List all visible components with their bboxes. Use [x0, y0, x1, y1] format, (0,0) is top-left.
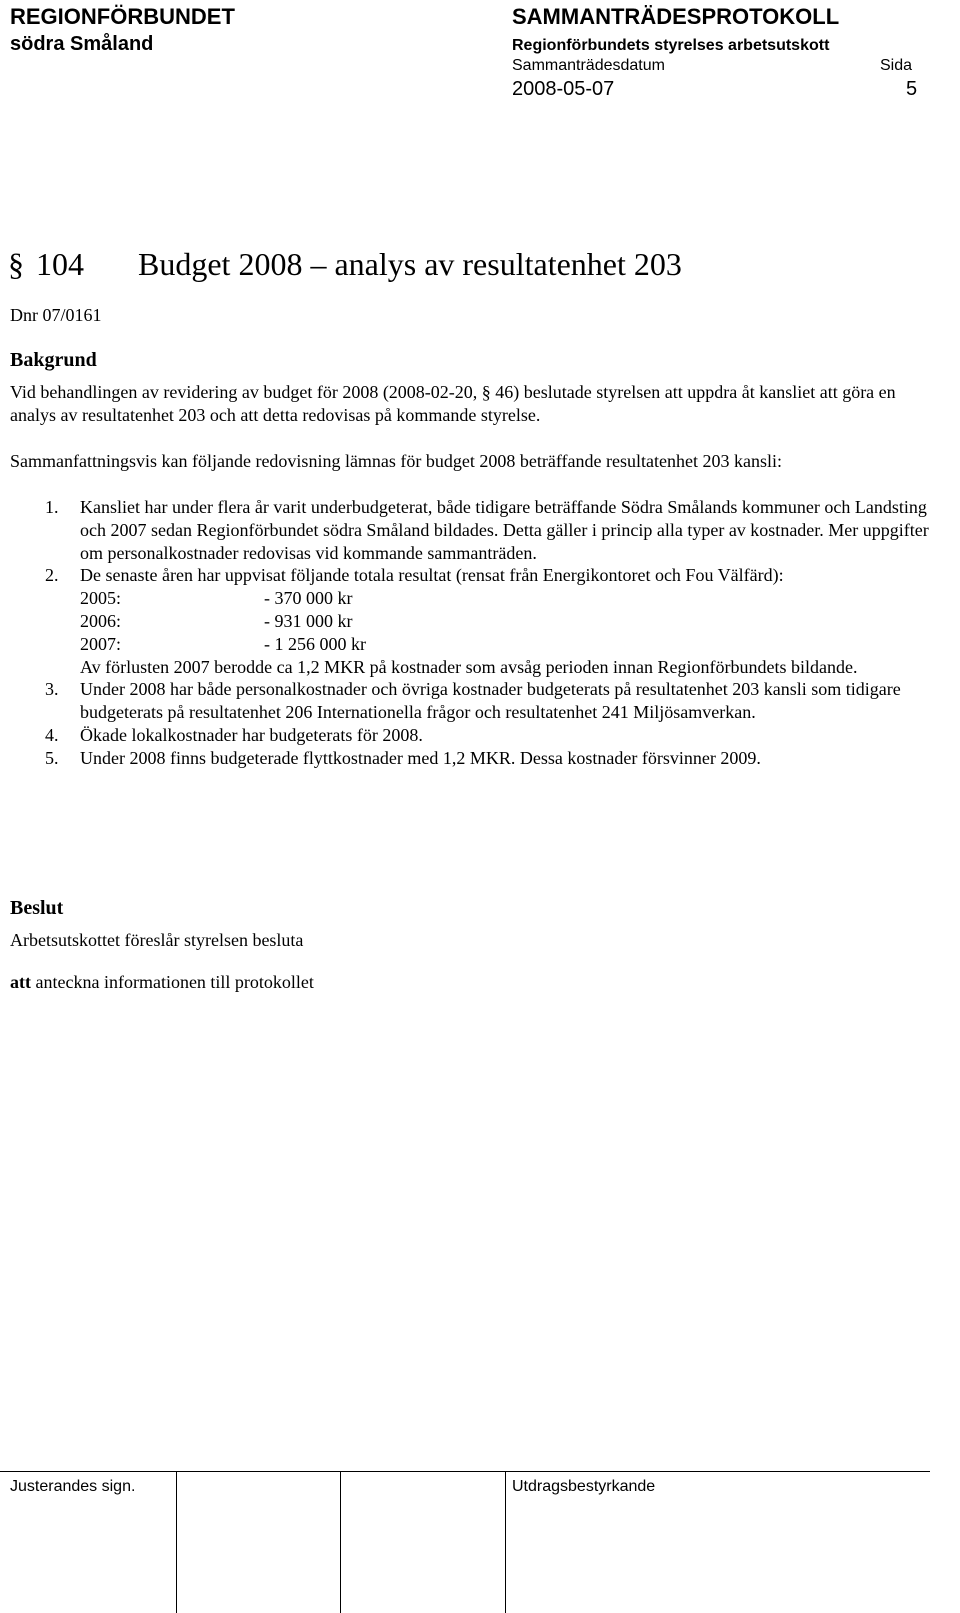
committee-name: Regionförbundets styrelses arbetsutskott — [512, 37, 830, 54]
diary-number: Dnr 07/0161 — [10, 305, 102, 325]
meeting-date: 2008-05-07 — [512, 78, 615, 100]
results-amount: - 931 000 kr — [264, 610, 353, 631]
resolution-text: anteckna informationen till protokollet — [35, 972, 314, 992]
results-year: 2007: — [80, 633, 122, 654]
signature-table-top-border — [0, 1471, 930, 1472]
list-item — [10, 496, 940, 564]
adjusters-signature-label: Justerandes sign. — [10, 1478, 136, 1495]
background-summary: Sammanfattningsvis kan följande redovisning lämnas för budget 2008 beträffande resultatenhet 203 kansli: — [10, 451, 782, 471]
list-item-text: Ökade lokalkostnader har budgeterats för 2008. — [80, 724, 423, 745]
results-row — [80, 610, 940, 633]
page-number: 5 — [906, 78, 918, 100]
list-item — [10, 678, 940, 724]
results-year: 2005: — [80, 588, 122, 609]
analysis-list — [10, 496, 940, 770]
decision-text: Arbetsutskottet föreslår styrelsen besluta — [10, 930, 304, 950]
results-table — [80, 587, 940, 655]
list-item — [10, 724, 940, 747]
page-label: Sida — [880, 57, 913, 74]
list-item-number: 1. — [45, 497, 59, 517]
signature-cell-divider — [176, 1471, 177, 1613]
list-item-number: 5. — [45, 747, 59, 768]
list-item-text: Kansliet har under flera år varit underbudgeterat, både tidigare beträffande Södra Smålands kommuner och Landsting och 2007 sedan Regionförbundet södra Småland bildades. Detta gäller i princip alla typer av kostnader. Mer uppgifter om personalkostnader redovisas vid kommande sammanträden. — [80, 497, 929, 563]
list-item — [10, 747, 940, 770]
results-year: 2006: — [80, 610, 122, 631]
section-number: 104 — [36, 246, 84, 282]
results-amount: - 370 000 kr — [264, 588, 353, 609]
list-item-number: 3. — [45, 679, 59, 700]
signature-table — [0, 1471, 930, 1613]
results-note: Av förlusten 2007 berodde ca 1,2 MKR på kostnader som avsåg perioden innan Regionförbundets bildande. — [80, 656, 858, 677]
results-row — [80, 587, 940, 610]
signature-cell-divider — [505, 1471, 506, 1613]
decision-heading: Beslut — [10, 897, 64, 919]
results-amount: - 1 256 000 kr — [264, 633, 366, 654]
resolution-att-word: att — [10, 972, 31, 992]
background-intro: Vid behandlingen av revidering av budget för 2008 (2008-02-20, § 46) beslutade styrelsen att uppdra åt kansliet att göra en analys av resultatenhet 203 och att detta redovisas på kommande styrelse. — [10, 382, 896, 425]
list-item-text: De senaste åren har uppvisat följande totala resultat (rensat från Energikontoret och Fou Välfärd): — [80, 565, 784, 586]
background-heading: Bakgrund — [10, 349, 97, 371]
list-item-text: Under 2008 har både personalkostnader och övriga kostnader budgeterats på resultatenhet 203 kansli som tidigare budgeterats på resultatenhet 206 Internationella frågor och resultatenhet 241 Miljösamverkan. — [80, 679, 901, 723]
decision-resolution — [10, 972, 314, 993]
section-title: Budget 2008 – analys av resultatenhet 203 — [138, 246, 682, 282]
list-item-number: 4. — [45, 724, 59, 745]
extract-certification-label: Utdragsbestyrkande — [512, 1478, 656, 1495]
results-row — [80, 633, 940, 656]
document-title: SAMMANTRÄDESPROTOKOLL — [512, 4, 840, 29]
list-item-text: Under 2008 finns budgeterade flyttkostnader med 1,2 MKR. Dessa kostnader försvinner 2009. — [80, 747, 761, 768]
list-item-number: 2. — [45, 565, 59, 586]
meeting-date-label: Sammanträdesdatum — [512, 57, 665, 74]
organization-name: REGIONFÖRBUNDET — [10, 4, 235, 29]
organization-region: södra Småland — [10, 33, 154, 55]
section-symbol: § — [8, 246, 24, 282]
signature-cell-divider — [340, 1471, 341, 1613]
list-item — [10, 564, 940, 678]
